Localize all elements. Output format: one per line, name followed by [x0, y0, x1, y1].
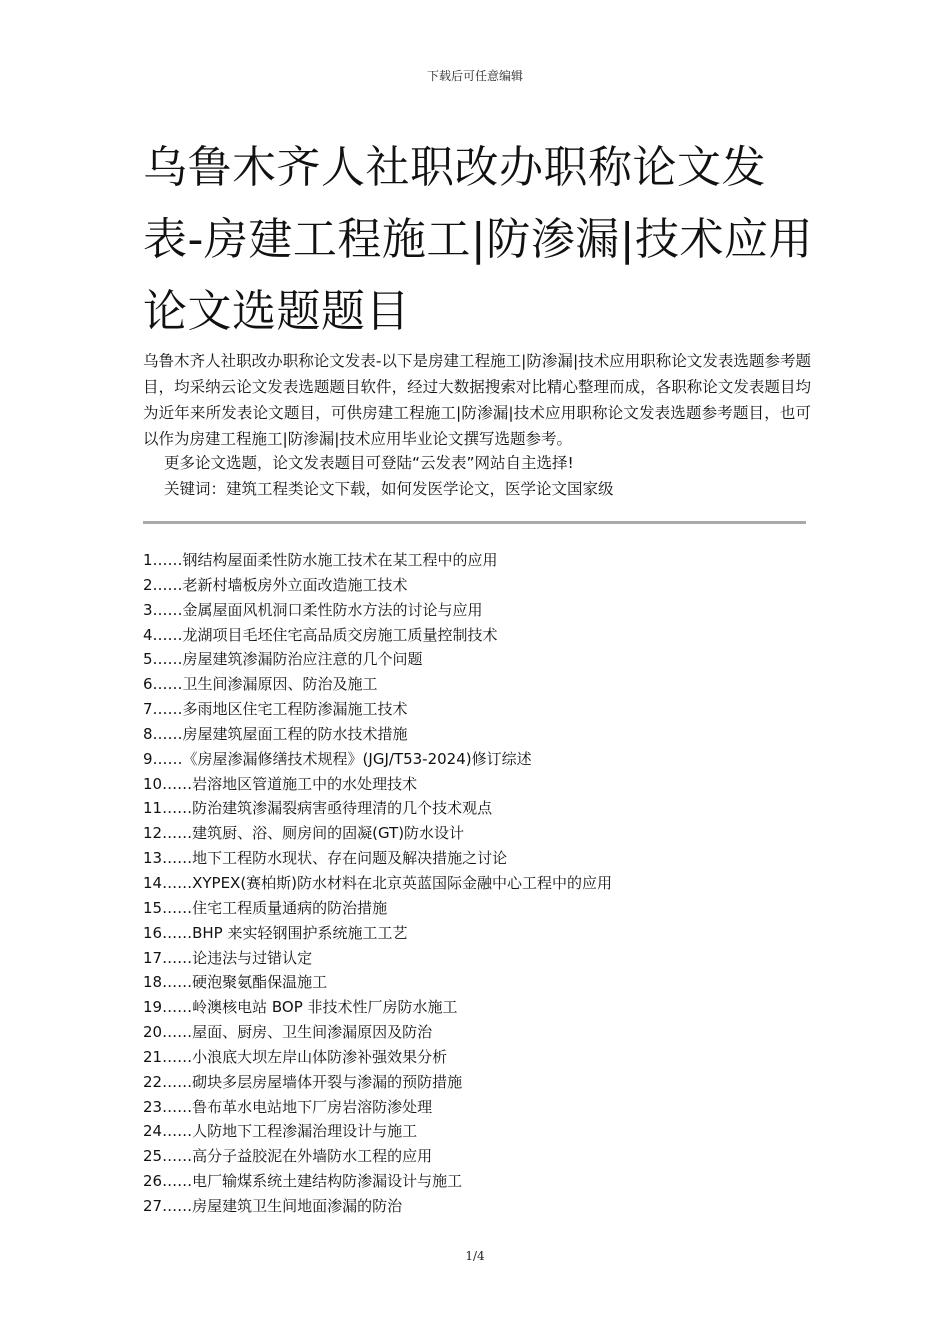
topic-item: 26……电厂输煤系统土建结构防渗漏设计与施工 [143, 1172, 463, 1191]
topic-item: 8……房屋建筑屋面工程的防水技术措施 [143, 724, 408, 743]
page-header-note: 下载后可任意编辑 [426, 69, 523, 83]
topic-item: 13……地下工程防水现状、存在问题及解决措施之讨论 [143, 849, 508, 868]
topic-item: 27……房屋建筑卫生间地面渗漏的防治 [143, 1196, 403, 1215]
topic-item: 20……屋面、厨房、卫生间渗漏原因及防治 [143, 1023, 433, 1042]
topic-item: 15……住宅工程质量通病的防治措施 [143, 898, 388, 917]
topic-item: 21……小浪底大坝左岸山体防渗补强效果分析 [143, 1047, 448, 1066]
topic-item: 7……多雨地区住宅工程防渗漏施工技术 [143, 700, 408, 719]
topic-item: 19……岭澳核电站 BOP 非技术性厂房防水施工 [143, 998, 458, 1017]
topic-item: 4……龙湖项目毛坯住宅高品质交房施工质量控制技术 [143, 625, 498, 644]
page-number: 1/4 [465, 1249, 485, 1263]
topic-item: 23……鲁布革水电站地下厂房岩溶防渗处理 [143, 1097, 433, 1116]
topic-item: 2……老新村墙板房外立面改造施工技术 [143, 575, 408, 594]
topic-item: 1……钢结构屋面柔性防水施工技术在某工程中的应用 [143, 551, 498, 569]
topic-item: 3……金属屋面风机洞口柔性防水方法的讨论与应用 [143, 600, 483, 619]
topic-item: 17……论违法与过错认定 [143, 948, 313, 967]
topic-item: 9……《房屋渗漏修缮技术规程》(JGJ/T53-2024)修订综述 [143, 749, 532, 768]
topic-item: 12……建筑厨、浴、厕房间的固凝(GT)防水设计 [143, 824, 465, 843]
horizontal-divider [143, 521, 806, 524]
topic-item: 11……防治建筑渗漏裂病害亟待理清的几个技术观点 [143, 799, 493, 818]
document-title: 乌鲁木齐人社职改办职称论文发表-房建工程施工|防渗漏|技术应用论文选题题目 [143, 142, 814, 337]
keywords-line: 关键词：建筑工程类论文下载，如何发医学论文，医学论文国家级 [164, 480, 614, 498]
topic-item: 16……BHP 来实轻钢围护系统施工工艺 [143, 923, 408, 942]
topic-item: 6……卫生间渗漏原因、防治及施工 [143, 675, 378, 694]
topic-item: 18……硬泡聚氨酯保温施工 [143, 973, 328, 992]
intro-paragraph: 乌鲁木齐人社职改办职称论文发表-以下是房建工程施工|防渗漏|技术应用职称论文发表选题参考题目，均采纳云论文发表选题题目软件，经过大数据搜索对比精心整理而成，各职称论文发表题目均为近年来所发表论文题目，可供房建工程施工|防渗漏|技术应用职称论文发表选题参考题目，也可以作为房建工程施工|防渗漏|技术应用毕业论文撰写选题参考。 [143, 352, 811, 448]
topic-list [143, 548, 803, 1219]
topic-item: 5……房屋建筑渗漏防治应注意的几个问题 [143, 650, 423, 669]
more-topics-line: 更多论文选题，论文发表题目可登陆“云发表”网站自主选择! [164, 454, 574, 472]
topic-item: 25……高分子益胶泥在外墙防水工程的应用 [143, 1147, 433, 1166]
topic-item: 10……岩溶地区管道施工中的水处理技术 [143, 774, 418, 793]
topic-item: 22……砌块多层房屋墙体开裂与渗漏的预防措施 [143, 1072, 463, 1091]
topic-item: 24……人防地下工程渗漏治理设计与施工 [143, 1122, 418, 1141]
topic-item: 14……XYPEX(赛柏斯)防水材料在北京英蓝国际金融中心工程中的应用 [143, 873, 613, 892]
